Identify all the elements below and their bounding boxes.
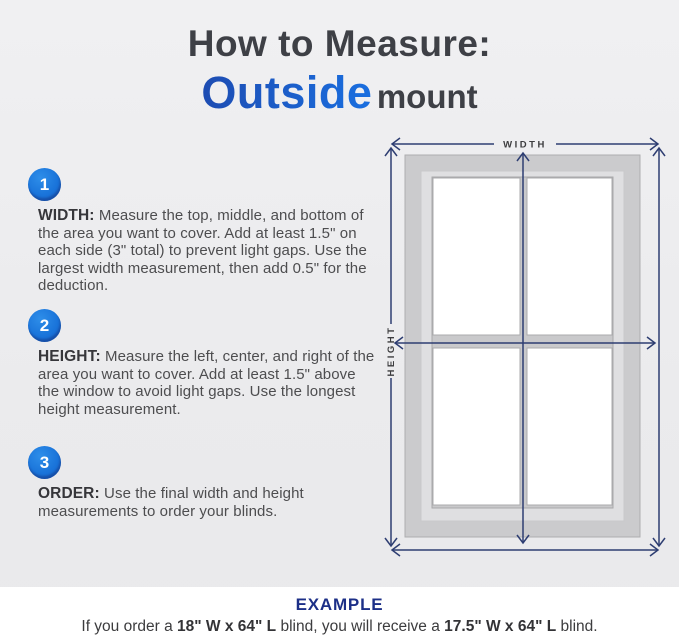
step-3-body: Use the final width and height measurements to order your blinds.: [38, 485, 304, 520]
height-dimension-label: HEIGHT: [386, 325, 397, 377]
example-sentence: [0, 618, 679, 636]
page-title: [0, 24, 679, 117]
step-2-body: Measure the left, center, and right of the area you want to cover. Add at least 1.5" above the window to avoid light gaps. Use the longest height measurement.: [38, 348, 375, 418]
step-1-text: [28, 207, 380, 295]
step-3-text: [28, 485, 380, 520]
example-suffix: blind.: [556, 618, 598, 635]
step-1-label: WIDTH:: [38, 207, 95, 224]
step-order: [28, 446, 380, 520]
step-width: [28, 168, 380, 295]
example-middle: blind, you will receive a: [276, 618, 445, 635]
step-3-label: ORDER:: [38, 485, 100, 502]
width-dimension-label: WIDTH: [503, 139, 547, 151]
window-pane-top-right: [527, 178, 612, 335]
step-2-badge: 2: [28, 309, 61, 342]
title-highlight: Outside: [201, 66, 373, 118]
title-line1: How to Measure:: [187, 23, 492, 64]
step-1-badge: 1: [28, 168, 61, 201]
window-measurement-diagram: [370, 128, 675, 566]
step-1-body: Measure the top, middle, and bottom of the area you want to cover. Add at least 1.5" on each side (3" total) to prevent light gaps. Use the largest width measurement, then add 0.5" for the deduction.: [38, 207, 367, 294]
example-heading: EXAMPLE: [295, 595, 384, 614]
window-pane-bottom-right: [527, 348, 612, 505]
bottom-dimension-line: [392, 544, 658, 556]
example-received-size: 17.5" W x 64" L: [444, 618, 557, 635]
window-pane-bottom-left: [433, 348, 520, 505]
example-prefix: If you order a: [81, 618, 178, 635]
example-section: [0, 587, 679, 644]
title-line2: [0, 68, 679, 118]
step-2-label: HEIGHT:: [38, 348, 101, 365]
window-pane-top-left: [433, 178, 520, 335]
right-dimension-line: [653, 148, 665, 546]
step-2-text: [28, 348, 380, 418]
title-suffix: mount: [376, 77, 478, 115]
step-3-badge: 3: [28, 446, 61, 479]
example-order-size: 18" W x 64" L: [177, 618, 277, 635]
step-height: [28, 309, 380, 418]
